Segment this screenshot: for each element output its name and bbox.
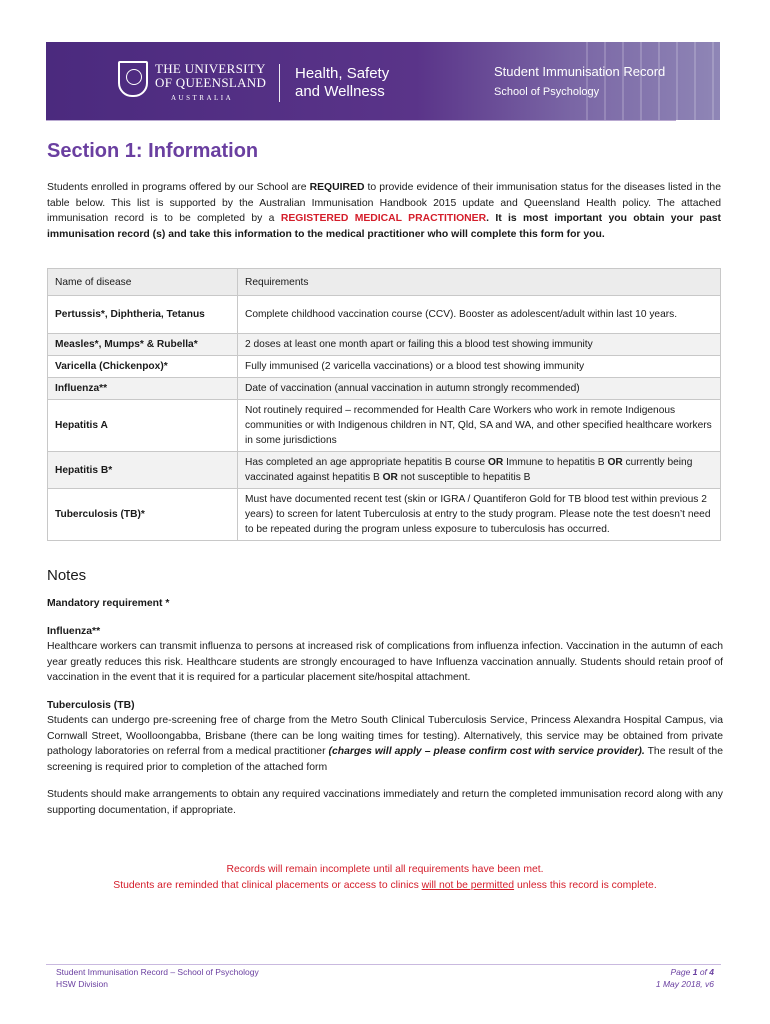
intro-text-b: to provide evidence of their immunisation status for the diseases listed in the table below. This list is supported by the Australian Immunisation Handbook 2015 update and Queensland Health policy. The attached immunisation record is to be completed by a [47, 182, 721, 224]
influenza-text: Healthcare workers can transmit influenza to persons at increased risk of complications from influenza infection. Vaccination in the autumn of each year greatly reduces this risk. Healthcare students are strongly encouraged to have Influenza vaccination annually. Students should retain proof of vaccination in the event that it is required for a particular placement site/hospital attachment. [47, 641, 723, 683]
page-label: Page [670, 967, 693, 977]
tb-heading: Tuberculosis (TB) [47, 699, 135, 711]
requirements-table [47, 268, 721, 541]
req-text: Has completed an age appropriate hepatitis B course [245, 457, 488, 468]
uni-name-line3: AUSTRALIA [171, 94, 234, 102]
intro-paragraph [47, 180, 721, 242]
table-row [48, 378, 721, 400]
disease-cell: Hepatitis B* [48, 452, 238, 489]
uni-name-line2: OF QUEENSLAND [155, 75, 267, 90]
disease-cell: Varicella (Chickenpox)* [48, 356, 238, 378]
table-row [48, 334, 721, 356]
uq-crest-icon [118, 61, 148, 97]
unit-name-line2: and Wellness [295, 83, 385, 100]
footer-date: 1 May 2018, v6 [655, 979, 714, 989]
intro-practitioner: REGISTERED MEDICAL PRACTITIONER [280, 213, 487, 224]
record-title: Student Immunisation Record [494, 64, 666, 79]
requirement-cell: Date of vaccination (annual vaccination in autumn strongly recommended) [238, 378, 721, 400]
requirement-cell: Complete childhood vaccination course (CCV). Booster as adolescent/adult within last 10 years. [238, 296, 721, 334]
notes-section [47, 596, 723, 830]
table-row [48, 356, 721, 378]
footer-doc-title: Student Immunisation Record – School of Psychology [56, 967, 259, 977]
banner-decoration [586, 42, 720, 120]
warning-text-a: Students are reminded that clinical placements or access to clinics [113, 879, 422, 891]
table-row [48, 489, 721, 541]
disease-cell: Hepatitis A [48, 400, 238, 452]
warning-line1: Records will remain incomplete until all requirements have been met. [226, 864, 544, 875]
requirement-cell: Fully immunised (2 varicella vaccinations) or a blood test showing immunity [238, 356, 721, 378]
table-row [48, 452, 721, 489]
footer-page [671, 967, 715, 977]
tb-paragraph [47, 713, 723, 775]
intro-text-c: . It is most important you obtain your past immunisation record (s) and take this information to the medical practitioner who will complete this form for you. [47, 213, 721, 240]
page-total: 4 [709, 967, 714, 977]
req-text: Immune to hepatitis B [503, 457, 608, 468]
tb-text-b: The result of the screening is required prior to completion of the attached form [47, 746, 723, 773]
disease-cell: Tuberculosis (TB)* [48, 489, 238, 541]
header-disease: Name of disease [48, 269, 238, 296]
footer-division: HSW Division [56, 979, 108, 989]
req-text: not susceptible to hepatitis B [397, 472, 531, 483]
warning-text-b: unless this record is complete. [514, 879, 657, 891]
warning-block [47, 862, 723, 893]
requirement-cell: Must have documented recent test (skin or IGRA / Quantiferon Gold for TB blood test within previous 2 years) to screen for latent Tuberculosis at entry to the study program. Please note the test doesn’t need to be repeated during the program unless exposure to tuberculosis has occurred. [238, 489, 721, 541]
header-rule [46, 120, 676, 121]
requirement-cell: Not routinely required – recommended for Health Care Workers who work in remote Indigenous communities or with Indigenous children in NT, Qld, SA and WA, and other specified healthcare workers in some jurisdictions [238, 400, 721, 452]
banner-divider [279, 64, 280, 102]
warning-underlined: will not be permitted [421, 879, 515, 891]
record-school: School of Psychology [494, 86, 600, 98]
uni-name-line1: THE UNIVERSITY [155, 61, 266, 76]
page-number: 1 [692, 967, 698, 977]
tb-text-italic: (charges will apply – please confirm cost with service provider). [328, 746, 645, 757]
notes-title: Notes [47, 567, 87, 584]
disease-cell: Measles*, Mumps* & Rubella* [48, 334, 238, 356]
req-or: OR [607, 457, 623, 468]
unit-name-line1: Health, Safety [295, 65, 390, 82]
header-banner [46, 42, 720, 120]
intro-required: REQUIRED [309, 182, 365, 193]
warning-line2 [47, 878, 723, 894]
footer-rule [46, 964, 721, 965]
req-text: currently being vaccinated against hepatitis B [245, 457, 693, 483]
disease-cell: Pertussis*, Diphtheria, Tetanus [48, 296, 238, 334]
influenza-heading: Influenza** [47, 625, 101, 637]
requirement-cell: 2 doses at least one month apart or failing this a blood test showing immunity [238, 334, 721, 356]
requirement-cell [238, 452, 721, 489]
intro-text-a: Students enrolled in programs offered by our School are [47, 182, 310, 193]
req-or: OR [382, 472, 398, 483]
page-of: of [697, 967, 710, 977]
table-row [48, 400, 721, 452]
tb-text-a: Students can undergo pre-screening free of charge from the Metro South Clinical Tuberculosis Service, Princess Alexandra Hospital Campus, via Cornwall Street, Woolloongabba, Brisbane (there can be long waiting times for testing). Alternatively, this service may be obtained from private pathology laboratories on referral from a medical practitioner [47, 715, 723, 757]
arrangements-text: Students should make arrangements to obtain any required vaccinations immediately and return the completed immunisation record along with any supporting documentation, if appropriate. [47, 789, 723, 816]
mandatory-note: Mandatory requirement * [47, 598, 170, 609]
table-row [48, 296, 721, 334]
req-or: OR [487, 457, 504, 468]
disease-cell: Influenza** [48, 378, 238, 400]
section-title: Section 1: Information [47, 140, 259, 162]
table-header-row [48, 269, 721, 296]
header-requirements: Requirements [238, 269, 721, 296]
